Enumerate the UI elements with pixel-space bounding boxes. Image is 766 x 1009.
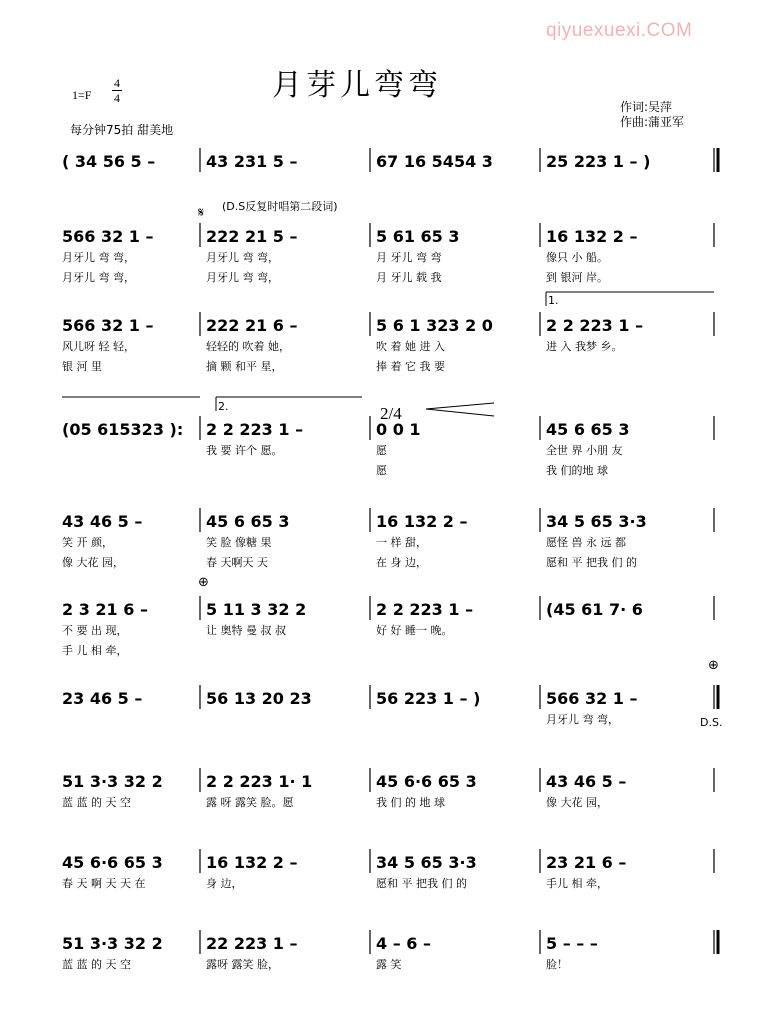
measure-notes: 2 2 223 1 –	[206, 420, 304, 439]
coda-end-icon: ⊕	[708, 658, 719, 673]
measure-notes: 23 46 5 –	[62, 689, 143, 708]
lyric-verse-1: 吹 着 她 进 入	[376, 340, 445, 353]
composer: 作曲:蒲亚军	[620, 115, 685, 129]
measure-notes: 566 32 1 –	[546, 689, 638, 708]
measure-notes: 5 – – –	[546, 934, 598, 953]
measure-notes: 34 5 65 3·3	[376, 853, 477, 872]
lyric-verse-1: 月 牙儿 弯 弯	[376, 251, 442, 264]
lyric-verse-2: 像 大花 园，	[62, 556, 124, 569]
lyric-verse-1: 全世 界 小朋 友	[546, 444, 623, 457]
lyric-verse-2: 到 银河 岸。	[546, 271, 608, 284]
time-bottom: 4	[114, 91, 120, 105]
lyric-verse-1: 手儿 相 牵，	[546, 877, 608, 890]
measure-notes: 22 223 1 –	[206, 934, 298, 953]
coda-icon: ⊕	[198, 575, 209, 590]
lyric-verse-1: 月牙儿 弯 弯，	[206, 251, 279, 264]
measure-notes: 56 223 1 – )	[376, 689, 481, 708]
lyric-verse-1: 露 呀 露笑 脸。愿	[206, 796, 294, 809]
key-signature: 1=F	[72, 88, 92, 102]
measure-notes: 16 132 2 –	[376, 512, 468, 531]
volta-1: 1.	[548, 294, 559, 307]
lyric-verse-1: 像 大花 园，	[546, 796, 608, 809]
ds-mark: D.S.	[700, 716, 723, 729]
measure-notes: 0 0 1	[376, 420, 421, 439]
lyric-verse-2: 月牙儿 弯 弯，	[62, 271, 135, 284]
measure-notes: 56 13 20 23	[206, 689, 312, 708]
measure-notes: 566 32 1 –	[62, 227, 154, 246]
measure-notes: 67 16 5454 3	[376, 152, 493, 171]
lyric-verse-1: 身 边，	[206, 877, 243, 890]
measure-notes: 2 2 223 1 –	[376, 600, 474, 619]
lyric-verse-1: 风儿呀 轻 轻，	[62, 340, 135, 353]
measure-notes: ( 34 56 5 –	[62, 152, 156, 171]
lyric-verse-1: 春 天 啊 天 天 在	[62, 877, 146, 890]
measure-notes: (45 61 7· 6	[546, 600, 643, 619]
lyric-verse-1: 一 样 甜，	[376, 536, 427, 549]
song-title: 月芽儿弯弯	[272, 68, 442, 103]
lyric-verse-2: 摘 颗 和平 星，	[206, 360, 283, 373]
measure-notes: 25 223 1 – )	[546, 152, 651, 171]
time-change: 2/4	[380, 404, 402, 423]
watermark: qiyuexuexi.COM	[546, 20, 693, 41]
lyric-verse-1: 笑 开 颜，	[62, 536, 113, 549]
measure-notes: 4 – 6 –	[376, 934, 431, 953]
lyric-verse-2: 在 身 边，	[376, 556, 427, 569]
measure-notes: 45 6·6 65 3	[376, 772, 477, 791]
lyric-verse-2: 月牙儿 弯 弯，	[206, 271, 279, 284]
measure-notes: (05 615323 ):	[62, 420, 184, 439]
measure-notes: 43 46 5 –	[546, 772, 627, 791]
segno-icon: 𝄋	[198, 205, 205, 221]
lyricist: 作词:吴萍	[620, 100, 673, 114]
measure-notes: 34 5 65 3·3	[546, 512, 647, 531]
lyric-verse-1: 脸！	[546, 958, 568, 971]
lyric-verse-2: 手 儿 相 牵，	[62, 644, 128, 657]
lyric-verse-1: 让 奥特 曼 叔 叔	[206, 624, 286, 637]
volta-2: 2.	[218, 400, 229, 413]
measure-notes: 45 6 65 3	[206, 512, 290, 531]
lyric-verse-1: 露呀 露笑 脸，	[206, 958, 279, 971]
lyric-verse-2: 捧 着 它 我 要	[376, 360, 445, 373]
lyric-verse-2: 银 河 里	[62, 360, 102, 373]
lyric-verse-2: 月 牙儿 载 我	[376, 271, 442, 284]
measure-notes: 2 2 223 1 –	[546, 316, 644, 335]
measure-notes: 5 11 3 32 2	[206, 600, 307, 619]
tempo-marking: 每分钟75拍 甜美地	[70, 123, 174, 137]
lyric-verse-2: 愿	[376, 464, 387, 477]
lyric-verse-1: 不 要 出 现，	[62, 624, 128, 637]
measure-notes: 5 6 1 323 2 0	[376, 316, 493, 335]
time-top: 4	[114, 76, 120, 90]
lyric-verse-1: 笑 脸 像糖 果	[206, 536, 272, 549]
measure-notes: 16 132 2 –	[546, 227, 638, 246]
lyric-verse-1: 月牙儿 弯 弯，	[62, 251, 135, 264]
lyric-verse-2: 春 天啊天 天	[206, 556, 268, 569]
measure-notes: 2 2 223 1· 1	[206, 772, 313, 791]
measure-notes: 43 231 5 –	[206, 152, 298, 171]
measure-notes: 23 21 6 –	[546, 853, 627, 872]
lyric-verse-1: 露 笑	[376, 958, 402, 971]
lyric-verse-1: 蓝 蓝 的 天 空	[62, 958, 131, 971]
lyric-verse-1: 我 要 许个 愿。	[206, 444, 283, 457]
measure-notes: 566 32 1 –	[62, 316, 154, 335]
measure-notes: 51 3·3 32 2	[62, 934, 163, 953]
lyric-verse-1: 愿和 平 把我 们 的	[376, 877, 467, 890]
lyric-verse-1: 好 好 睡一 晚。	[376, 624, 453, 637]
lyric-verse-1: 愿怪 兽 永 远 都	[546, 536, 626, 549]
lyric-verse-1: 蓝 蓝 的 天 空	[62, 796, 131, 809]
lyric-verse-1: 像只 小 船。	[546, 251, 608, 264]
measure-notes: 222 21 6 –	[206, 316, 298, 335]
ds-instruction: (D.S反复时唱第二段词)	[222, 200, 338, 213]
lyric-verse-2: 愿和 平 把我 们 的	[546, 556, 637, 569]
measure-notes: 2 3 21 6 –	[62, 600, 148, 619]
lyric-verse-1: 我 们 的 地 球	[376, 796, 445, 809]
measure-notes: 222 21 5 –	[206, 227, 298, 246]
measure-notes: 45 6 65 3	[546, 420, 630, 439]
measure-notes: 51 3·3 32 2	[62, 772, 163, 791]
lyric-verse-1: 进 入 我梦 乡。	[546, 340, 623, 353]
measure-notes: 43 46 5 –	[62, 512, 143, 531]
measure-notes: 45 6·6 65 3	[62, 853, 163, 872]
lyric-verse-1: 月牙儿 弯 弯，	[546, 713, 619, 726]
lyric-verse-1: 轻轻的 吹着 她，	[206, 340, 290, 353]
measure-notes: 16 132 2 –	[206, 853, 298, 872]
lyric-verse-1: 愿	[376, 444, 387, 457]
lyric-verse-2: 我 们的地 球	[546, 464, 608, 477]
measure-notes: 5 61 65 3	[376, 227, 460, 246]
